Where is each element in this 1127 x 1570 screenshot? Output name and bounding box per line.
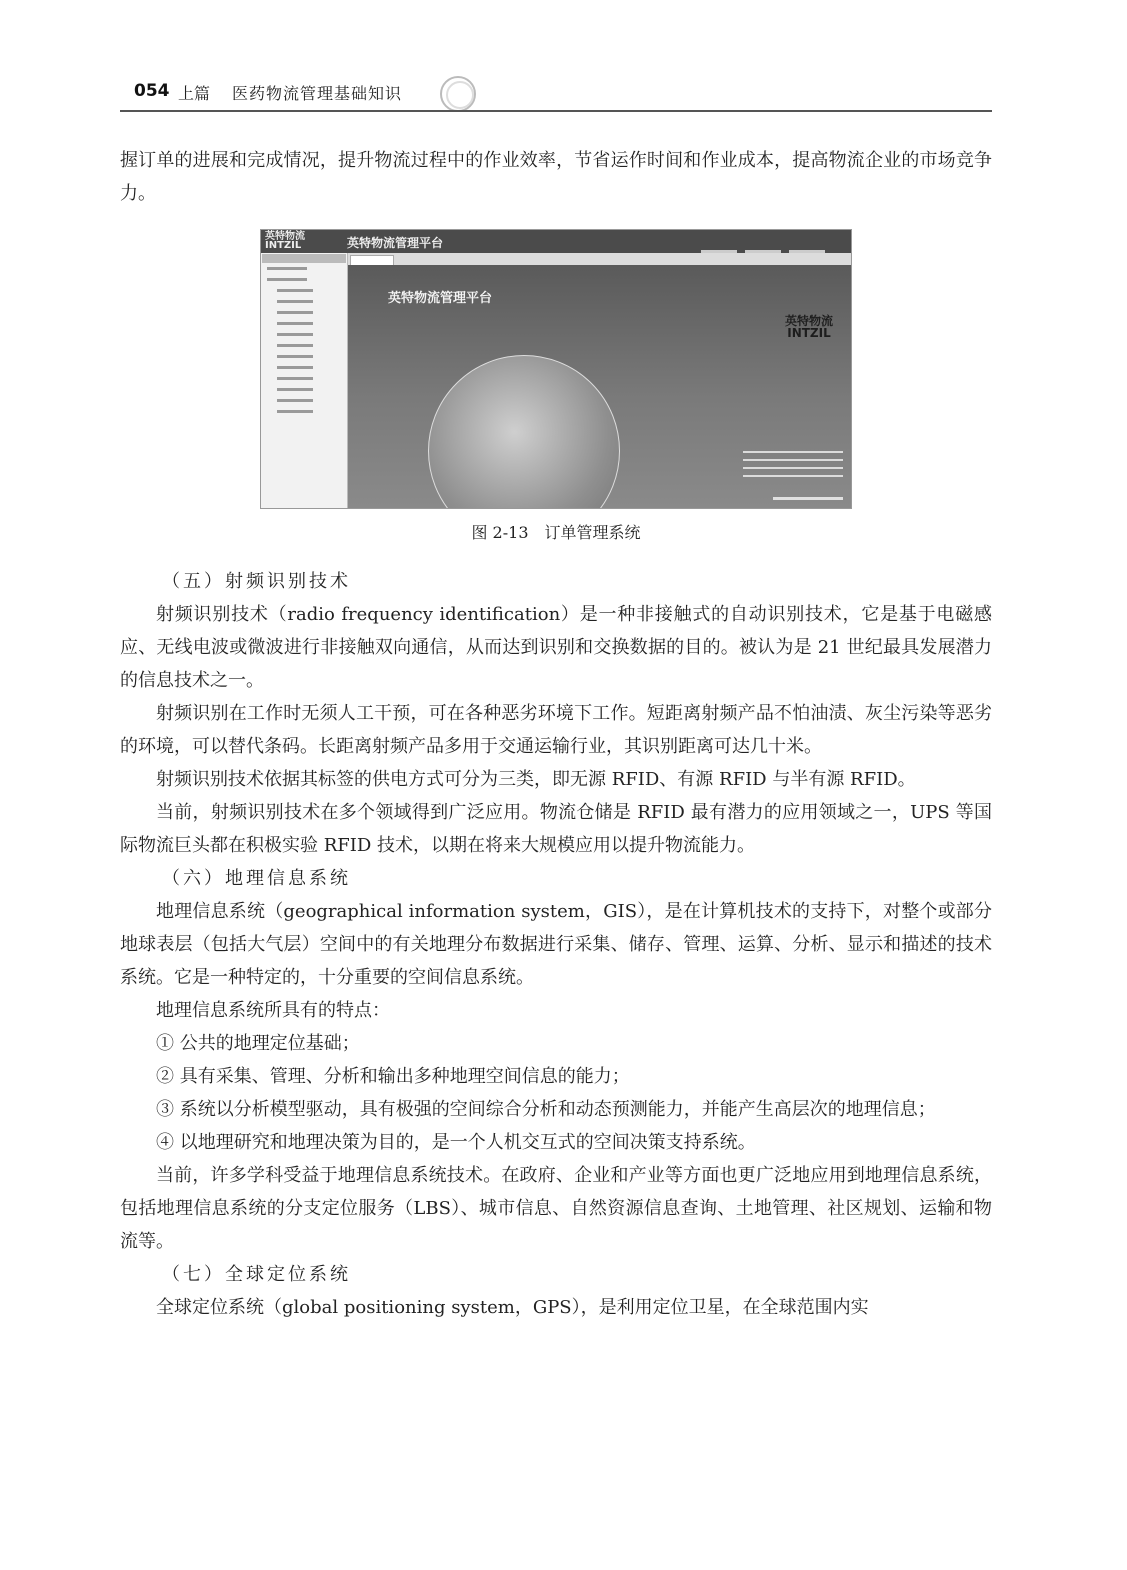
section-6-heading: （六）地理信息系统	[162, 868, 351, 889]
intro-paragraph: 握订单的进展和完成情况，提升物流过程中的作业效率，节省运作时间和作业成本，提高物流企业的市场竞争力。	[120, 150, 992, 204]
section-5-para-4: 当前，射频识别技术在多个领域得到广泛应用。物流仓储是 RFID 最有潜力的应用领域之一，UPS 等国际物流巨头都在积极实验 RFID 技术，以期在将来大规模应用以提升物流能力。	[120, 802, 992, 856]
app-tab-row	[348, 253, 851, 265]
section-5-para-3: 射频识别技术依据其标签的供电方式可分为三类，即无源 RFID、有源 RFID 与半有源 RFID。	[156, 769, 916, 790]
figure-caption: 图 2-13 订单管理系统	[471, 523, 641, 542]
banner-logo: 英特物流 INTZIL	[784, 314, 833, 340]
header-title: 医药物流管理基础知识	[232, 84, 403, 103]
section-5-para-2: 射频识别在工作时无须人工干预，可在各种恶劣环境下工作。短距离射频产品不怕油渍、灰尘污染等恶劣的环境，可以替代条码。长距离射频产品多用于交通运输行业，其识别距离可达几十米。	[120, 703, 992, 757]
banner-title: 英特物流管理平台	[388, 291, 493, 306]
figure-caption-block	[120, 516, 992, 549]
app-topbar	[261, 230, 851, 253]
section-7-heading: （七）全球定位系统	[162, 1264, 351, 1285]
section-7-para-1: 全球定位系统（global positioning system，GPS），是利用定位卫星，在全球范围内实	[156, 1297, 869, 1318]
section-6-list-2: ② 具有采集、管理、分析和输出多种地理空间信息的能力；	[156, 1066, 630, 1087]
app-main-banner	[348, 265, 851, 508]
section-5-para-1: 射频识别技术（radio frequency identification）是一种非接触式的自动识别技术，它是基于电磁感应、无线电波或微波进行非接触双向通信，从而达到识别和交换数据的目的。被认为是 21 世纪最具发展潜力的信息技术之一。	[120, 604, 992, 691]
company-info-lines	[743, 451, 843, 491]
header-rule	[120, 110, 992, 112]
intro-block	[120, 144, 992, 210]
section-6-para-1: 地理信息系统（geographical information system，GIS），是在计算机技术的支持下，对整个或部分地球表层（包括大气层）空间中的有关地理分布数据进行采集、储存、管理、运算、分析、显示和描述的技术系统。它是一种特定的，十分重要的空间信息系统。	[120, 901, 992, 988]
header-part: 上篇	[178, 84, 211, 103]
banner-footer	[773, 497, 843, 500]
decorative-ring-icon	[438, 74, 478, 114]
globe-illustration	[428, 355, 620, 509]
app-top-links	[693, 238, 843, 244]
section-6-para-2: 地理信息系统所具有的特点：	[156, 1000, 390, 1021]
app-logo: 英特物流 INTZIL	[265, 231, 305, 251]
body-text	[120, 565, 992, 1324]
app-title: 英特物流管理平台	[347, 236, 444, 250]
figure-screenshot	[260, 229, 852, 509]
page-number: 054	[134, 81, 170, 101]
section-6-list-1: ① 公共的地理定位基础；	[156, 1033, 360, 1054]
section-5-heading: （五）射频识别技术	[162, 571, 351, 592]
section-6-list-4: ④ 以地理研究和地理决策为目的，是一个人机交互式的空间决策支持系统。	[156, 1132, 756, 1153]
app-sidebar	[261, 253, 348, 508]
section-6-para-3: 当前，许多学科受益于地理信息系统技术。在政府、企业和产业等方面也更广泛地应用到地理信息系统，包括地理信息系统的分支定位服务（LBS）、城市信息、自然资源信息查询、土地管理、社区规划、运输和物流等。	[120, 1165, 992, 1252]
section-6-list-3: ③ 系统以分析模型驱动，具有极强的空间综合分析和动态预测能力，并能产生高层次的地理信息；	[156, 1099, 936, 1120]
running-header	[120, 78, 992, 114]
